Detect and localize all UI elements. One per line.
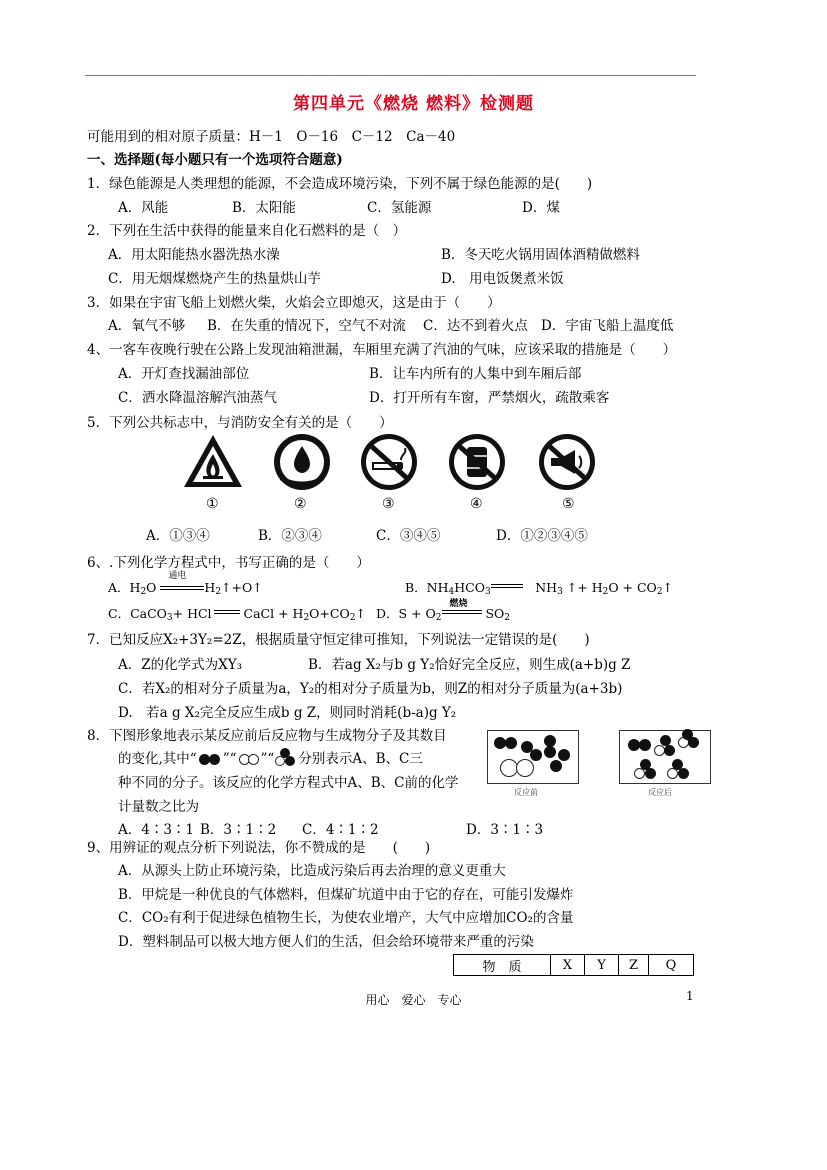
q5-option-d: D．①②③④⑤ xyxy=(496,528,588,544)
q9-option-b: B．甲烷是一种优良的气体燃料，但煤矿坑道中由于它的存在，可能引发爆炸 xyxy=(118,887,574,903)
q8-line-2-b: ”“ xyxy=(222,751,237,767)
q3-option-d: D．宇宙飞船上温度低 xyxy=(541,318,674,334)
q6-stem: 6、.下列化学方程式中，书写正确的是（ ） xyxy=(87,555,370,571)
q4-option-c: C．洒水降温溶解汽油蒸气 xyxy=(118,390,277,406)
q4-option-b: B．让车内所有的人集中到车厢后部 xyxy=(369,366,582,382)
after-reaction-caption: 反应后 xyxy=(648,788,672,797)
before-reaction-caption: 反应前 xyxy=(514,788,538,797)
condition-burn: 燃烧 xyxy=(449,599,468,609)
q2-stem: 2．下列在生活中获得的能量来自化石燃料的是（ ） xyxy=(87,223,407,239)
sign-label-3: ③ xyxy=(382,496,395,512)
q7-stem: 7．已知反应X₂+3Y₂=2Z，根据质量守恒定律可推知，下列说法一定错误的是( ) xyxy=(87,632,590,648)
q5-option-c: C．③④⑤ xyxy=(376,528,441,544)
q7-option-c: C．若X₂的相对分子质量为a，Y₂的相对分子质量为b，则Z的相对分子质量为(a+3b) xyxy=(118,681,623,697)
atomic-masses: 可能用到的相对原子质量：H－1 O－16 C－12 Ca－40 xyxy=(87,129,456,145)
q1-option-c: C．氢能源 xyxy=(367,200,432,216)
q3-option-a: A．氧气不够 xyxy=(108,318,186,334)
q7-option-d: D. 若a g X₂完全反应生成b g Z，则同时消耗(b-a)g Y₂ xyxy=(118,705,457,721)
q8-line-1: 8．下图形象地表示某反应前后反应物与生成物分子及其数目 xyxy=(87,728,447,744)
no-smoking-sign-icon xyxy=(357,432,421,492)
q1-option-a: A．风能 xyxy=(118,200,169,216)
q3-stem: 3．如果在宇宙飞船上划燃火柴，火焰会立即熄灭，这是由于（ ） xyxy=(87,295,501,311)
sign-label-1: ① xyxy=(206,496,219,512)
q2-option-b: B．冬天吃火锅用固体酒精做燃料 xyxy=(441,247,640,263)
molecule-a-icon xyxy=(197,753,223,765)
before-reaction-diagram xyxy=(487,730,579,784)
q1-option-b: B．太阳能 xyxy=(232,200,296,216)
table-row xyxy=(454,955,694,976)
q7-option-b: B．若ag X₂与b g Y₂恰好完全反应，则生成(a+b)g Z xyxy=(308,657,631,673)
q8-line-2-a: 的变化,其中“ xyxy=(118,751,197,767)
q9-option-a: A．从源头上防止环境污染，比造成污染后再去治理的意义更重大 xyxy=(118,863,506,879)
q8-line-2-c: ”“ xyxy=(260,751,275,767)
condition-electric: 通电 xyxy=(168,571,187,581)
sign-label-2: ② xyxy=(294,496,307,512)
q9-stem: 9、用辨证的观点分析下列说法，你不赞成的是 ( ) xyxy=(87,840,431,856)
molecule-b-icon xyxy=(237,753,261,765)
q8-option-b: B．3∶1∶2 xyxy=(200,822,277,838)
table-header-z: Z xyxy=(619,955,649,976)
flammable-warning-sign-icon xyxy=(181,432,245,492)
q3-option-c: C．达不到着火点 xyxy=(423,318,528,334)
q2-option-c: C．用无烟煤燃烧产生的热量烘山芋 xyxy=(108,271,321,287)
q9-option-d: D．塑料制品可以极大地方便人们的生活，但会给环境带来严重的污染 xyxy=(118,934,534,950)
sign-label-5: ⑤ xyxy=(562,496,575,512)
q8-line-2 xyxy=(118,747,423,767)
q1-option-d: D．煤 xyxy=(522,200,560,216)
q3-option-b: B．在失重的情况下，空气不对流 xyxy=(207,318,406,334)
q5-option-a: A．①③④ xyxy=(146,528,210,544)
table-header-x: X xyxy=(551,955,585,976)
q2-option-a: A．用太阳能热水器洗热水澡 xyxy=(108,247,280,263)
header-rule xyxy=(85,75,696,76)
molecule-c-icon xyxy=(274,751,298,765)
no-fuel-barrel-sign-icon xyxy=(445,432,509,492)
page-title: 第四单元《燃烧 燃料》检测题 xyxy=(293,94,534,114)
q4-option-a: A．开灯查找漏油部位 xyxy=(118,366,250,382)
q6-option-c: C．CaCO$_3$+ HCl CaCl + $H_2O+CO_2↑$ xyxy=(108,606,366,623)
q5-stem: 5．下列公共标志中，与消防安全有关的是（ ） xyxy=(87,415,393,431)
q5-option-b: B．②③④ xyxy=(258,528,322,544)
q4-option-d: D．打开所有车窗，严禁烟火，疏散乘客 xyxy=(369,390,610,406)
q8-option-d: D．3∶1∶3 xyxy=(466,822,544,838)
page-footer: 用心 爱心 专心 xyxy=(365,993,462,1007)
table-header-y: Y xyxy=(585,955,619,976)
q6-option-b: B．$NH_4HCO_3$ $NH_3$ ↑+ $H_2O$ + $CO_2↑$ xyxy=(405,580,674,597)
q6-option-a: A．$H_2O$ 通电 $H_2↑+O↑$ xyxy=(108,578,263,597)
q8-option-c: C．4∶1∶2 xyxy=(302,822,379,838)
q8-line-4: 计量数之比为 xyxy=(118,799,199,815)
q8-line-3: 种不同的分子。该反应的化学方程式中A、B、C前的化学 xyxy=(118,775,459,791)
q1-stem: 1．绿色能源是人类理想的能源，不会造成环境污染，下列不属于绿色能源的是( ) xyxy=(87,176,593,192)
table-header-substance: 物 质 xyxy=(454,955,551,976)
q7-option-a: A．Z的化学式为XY₃ xyxy=(118,657,243,673)
no-horn-sign-icon xyxy=(535,432,599,492)
sign-label-4: ④ xyxy=(470,496,483,512)
table-header-q: Q xyxy=(649,955,694,976)
q8-line-2-d: 分别表示A、B、C三 xyxy=(298,751,423,767)
substance-table xyxy=(453,954,694,976)
page-number: 1 xyxy=(686,989,694,1003)
q2-option-d: D. 用电饭煲煮米饭 xyxy=(441,271,564,287)
after-reaction-diagram xyxy=(619,730,711,784)
q6-option-d: D．$S + O_2$ 燃烧 $SO_2$ xyxy=(376,604,510,623)
q9-option-c: C．CO₂有利于促进绿色植物生长，为使农业增产，大气中应增加CO₂的含量 xyxy=(118,910,574,926)
q4-stem: 4、一客车夜晚行驶在公路上发现油箱泄漏，车厢里充满了汽油的气味，应该采取的措施是（ ） xyxy=(87,342,677,358)
q8-option-a: A．4∶3∶1 xyxy=(118,822,195,838)
water-saving-sign-icon xyxy=(270,432,334,492)
section-heading: 一、选择题(每小题只有一个选项符合题意) xyxy=(87,152,343,168)
